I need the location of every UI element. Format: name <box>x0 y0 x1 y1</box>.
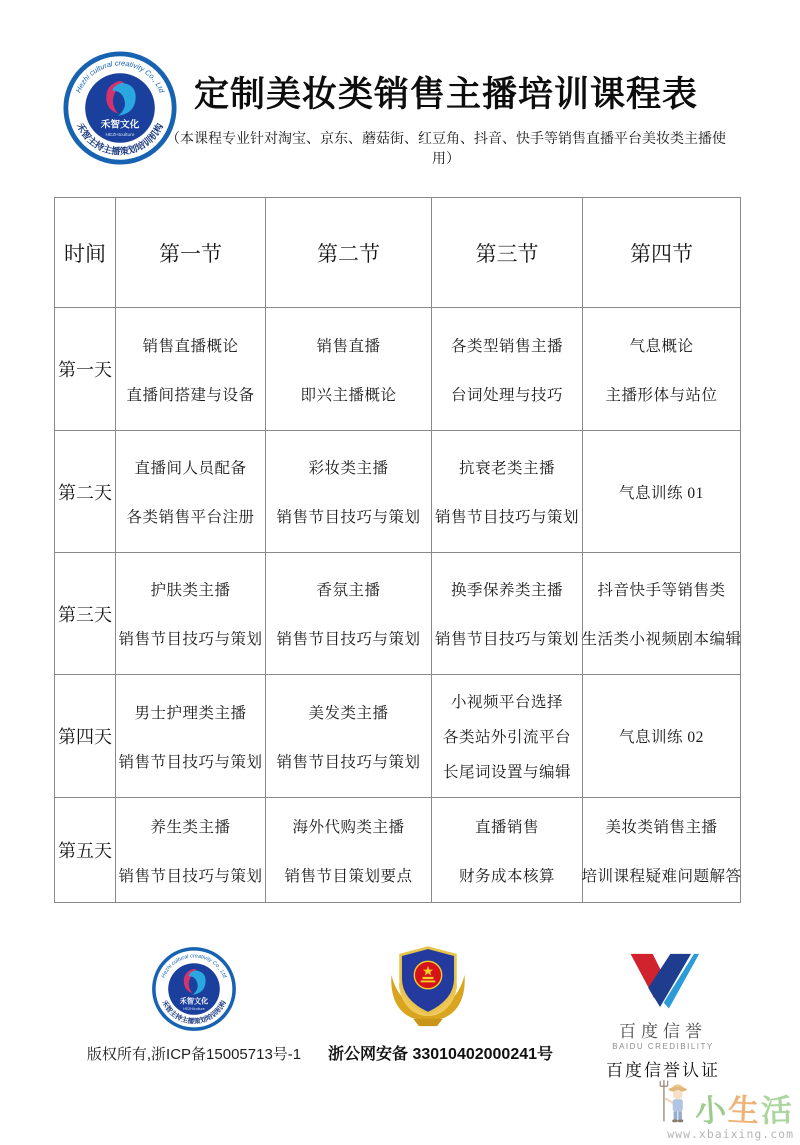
course-line: 海外代购类主播 <box>292 818 405 836</box>
icp-record-text: 版权所有,浙ICP备15005713号-1 <box>86 1046 302 1063</box>
course-line: 美发类主播 <box>308 704 389 722</box>
police-record-text: 浙公网安备 33010402000241号 <box>328 1046 554 1063</box>
hezhi-badge-icon <box>62 50 178 166</box>
course-cell <box>583 431 741 553</box>
table-row <box>55 675 741 798</box>
course-cell <box>583 553 741 675</box>
time-column-header: 时间 <box>55 198 116 308</box>
table-row <box>55 798 741 903</box>
course-line: 即兴主播概论 <box>300 386 397 404</box>
course-line: 气息概论 <box>629 337 694 355</box>
course-line: 男士护理类主播 <box>134 704 247 722</box>
footer-police-block <box>328 944 554 1064</box>
course-line: 气息训练 02 <box>619 729 704 746</box>
day-label: 第四天 <box>55 675 116 798</box>
watermark-url: www.xbaixing.com <box>667 1127 794 1141</box>
course-cell <box>266 553 432 675</box>
day-label: 第五天 <box>55 798 116 903</box>
course-line: 销售节目技巧与策划 <box>118 867 263 885</box>
course-cell <box>432 675 583 798</box>
course-cell <box>266 308 432 431</box>
course-line: 销售节目技巧与策划 <box>276 631 421 648</box>
course-line: 抖音快手等销售类 <box>597 582 726 599</box>
course-line: 主播形体与站位 <box>605 386 718 404</box>
baidu-credibility-label-en: BAIDU CREDIBILITY <box>612 1042 714 1051</box>
course-cell <box>432 308 583 431</box>
session-column-header: 第一节 <box>116 198 266 308</box>
course-cell <box>266 675 432 798</box>
course-line: 销售节目技巧与策划 <box>118 753 263 771</box>
footer-baidu-block <box>582 948 744 1081</box>
course-line: 销售节目策划要点 <box>284 867 413 885</box>
course-cell <box>432 553 583 675</box>
session-column-header: 第三节 <box>432 198 583 308</box>
table-row <box>55 431 741 553</box>
day-label: 第三天 <box>55 553 116 675</box>
police-badge-icon <box>382 944 474 1028</box>
course-line: 抗衰老类主播 <box>458 460 555 477</box>
session-column-header: 第四节 <box>583 198 741 308</box>
course-line: 美妆类销售主播 <box>605 818 718 836</box>
table-row <box>55 308 741 431</box>
baidu-cert-label: 百度信誉认证 <box>606 1061 720 1080</box>
course-line: 销售节目技巧与策划 <box>434 631 579 648</box>
company-logo <box>62 50 178 166</box>
schedule-table <box>54 197 741 903</box>
course-line: 台词处理与技巧 <box>450 386 563 404</box>
course-line: 销售节目技巧与策划 <box>118 631 263 648</box>
course-cell <box>116 798 266 903</box>
course-line: 销售直播概论 <box>142 337 239 355</box>
course-line: 换季保养类主播 <box>450 582 563 599</box>
site-watermark <box>634 1078 794 1141</box>
day-label: 第二天 <box>55 431 116 553</box>
baidu-credibility-label: 百度信誉 <box>619 1022 707 1041</box>
watermark-title: 小生活 <box>693 1091 795 1130</box>
course-line: 长尾词设置与编辑 <box>442 764 571 781</box>
course-cell <box>583 798 741 903</box>
course-line: 财务成本核算 <box>458 867 555 885</box>
course-cell <box>583 308 741 431</box>
course-line: 培训课程疑难问题解答 <box>581 867 742 885</box>
course-line: 销售节目技巧与策划 <box>434 509 579 526</box>
course-cell <box>432 431 583 553</box>
course-line: 直播销售 <box>474 818 539 836</box>
course-cell <box>116 431 266 553</box>
course-line: 香氛主播 <box>316 582 381 599</box>
course-line: 各类站外引流平台 <box>442 729 571 746</box>
course-line: 直播间搭建与设备 <box>126 386 255 404</box>
table-row <box>55 553 741 675</box>
course-line: 各类型销售主播 <box>450 337 563 355</box>
header-row <box>55 198 741 308</box>
course-cell <box>583 675 741 798</box>
course-cell <box>266 798 432 903</box>
day-label: 第一天 <box>55 308 116 431</box>
course-line: 护肤类主播 <box>150 582 231 599</box>
course-line: 小视频平台选择 <box>450 694 563 711</box>
course-line: 销售节目技巧与策划 <box>276 509 421 526</box>
course-line: 直播间人员配备 <box>134 460 247 477</box>
baidu-credibility-icon <box>624 948 702 1010</box>
header <box>166 76 726 168</box>
footer-copyright-block <box>60 946 328 1064</box>
course-cell <box>116 308 266 431</box>
course-cell <box>432 798 583 903</box>
farmer-mascot-icon <box>658 1078 692 1126</box>
course-line: 气息训练 01 <box>619 484 704 502</box>
course-line: 销售节目技巧与策划 <box>276 753 421 771</box>
course-line: 各类销售平台注册 <box>126 509 255 526</box>
page-title: 定制美妆类销售主播培训课程表 <box>193 75 698 114</box>
course-line: 销售直播 <box>316 337 381 355</box>
course-cell <box>266 431 432 553</box>
page-subtitle: （本课程专业针对淘宝、京东、蘑菇街、红豆角、抖音、快手等销售直播平台美妆类主播使用） <box>166 131 726 167</box>
course-cell <box>116 675 266 798</box>
course-cell <box>116 553 266 675</box>
course-line: 生活类小视频剧本编辑 <box>581 631 742 648</box>
hezhi-badge-icon <box>151 946 237 1032</box>
course-line: 彩妆类主播 <box>308 460 389 477</box>
course-line: 养生类主播 <box>150 818 231 836</box>
session-column-header: 第二节 <box>266 198 432 308</box>
